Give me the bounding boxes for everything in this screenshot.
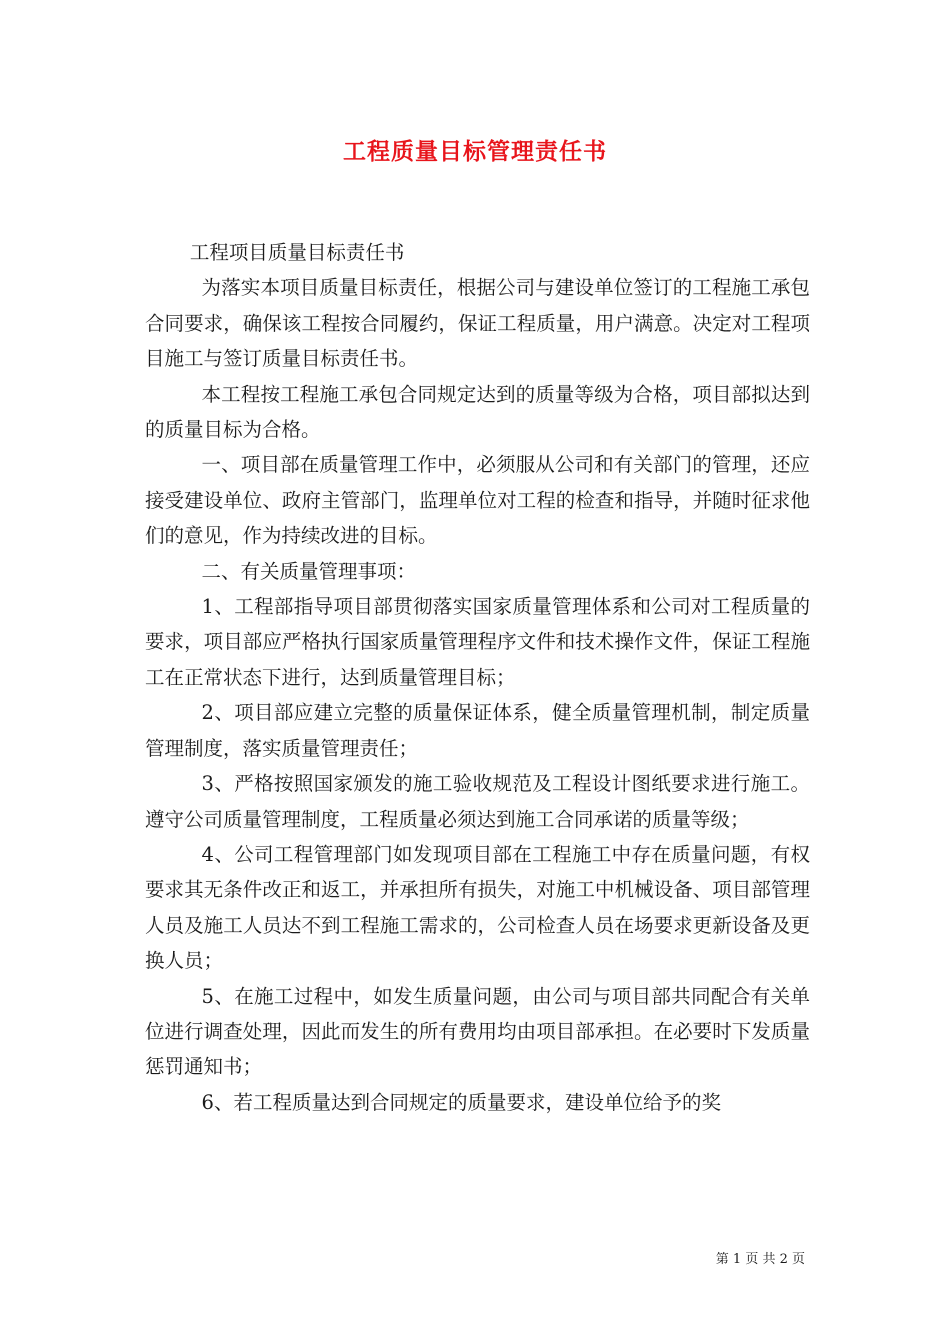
paragraph-item-4: 4、公司工程管理部门如发现项目部在工程施工中存在质量问题，有权要求其无条件改正和返工，并承担所有损失，对施工中机械设备、项目部管理人员及施工人员达不到工程施工需求的，公司检查人员在场要求更新设备及更换人员；	[145, 842, 810, 973]
document-title: 工程质量目标管理责任书	[343, 138, 607, 165]
document-subtitle: 工程项目质量目标责任书	[189, 241, 405, 264]
paragraph-item-2: 2、项目部应建立完整的质量保证体系，健全质量管理机制，制定质量管理制度，落实质量管理责任；	[145, 701, 810, 760]
paragraph-item-5: 5、在施工过程中，如发生质量问题，由公司与项目部共同配合有关单位进行调查处理，因此而发生的所有费用均由项目部承担。在必要时下发质量惩罚通知书；	[145, 984, 810, 1079]
paragraph-quality-grade: 本工程按工程施工承包合同规定达到的质量等级为合格，项目部拟达到的质量目标为合格。	[145, 382, 810, 442]
paragraph-item-1: 1、工程部指导项目部贯彻落实国家质量管理体系和公司对工程质量的要求，项目部应严格执行国家质量管理程序文件和技术操作文件，保证工程施工在正常状态下进行，达到质量管理目标；	[145, 595, 810, 689]
page-number: 第 1 页 共 2 页	[715, 1252, 805, 1267]
paragraph-item-6: 6、若工程质量达到合同规定的质量要求，建设单位给予的奖	[201, 1090, 721, 1114]
paragraph-item-3: 3、严格按照国家颁发的施工验收规范及工程设计图纸要求进行施工。遵守公司质量管理制度，工程质量必须达到施工合同承诺的质量等级；	[145, 772, 810, 831]
paragraph-section-2-heading: 二、有关质量管理事项：	[201, 559, 417, 583]
paragraph-intro: 为落实本项目质量目标责任，根据公司与建设单位签订的工程施工承包合同要求，确保该工程按合同履约，保证工程质量，用户满意。决定对工程项目施工与签订质量目标责任书。	[145, 276, 810, 371]
paragraph-section-1: 一、项目部在质量管理工作中，必须服从公司和有关部门的管理，还应接受建设单位、政府主管部门，监理单位对工程的检查和指导，并随时征求他们的意见，作为持续改进的目标。	[145, 453, 810, 548]
document-body	[145, 235, 810, 1120]
